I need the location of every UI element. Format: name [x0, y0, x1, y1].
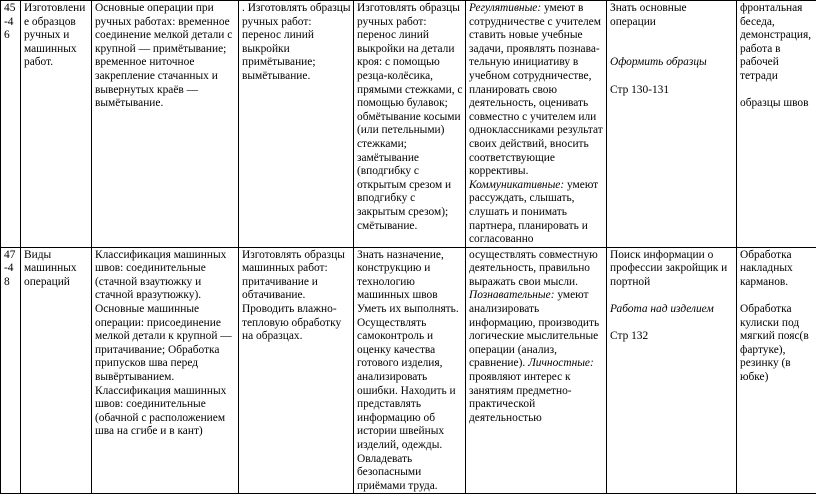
- practical-cell: [239, 1, 354, 248]
- activity-cell: [607, 247, 737, 494]
- communicative-label: Коммуникативные:: [469, 179, 564, 191]
- activity-line-2: Работа над изделием: [610, 303, 734, 317]
- subject-results-cell: [354, 1, 466, 248]
- subject-results: Знать назначение, конструкцию и технологию машинных швов Уметь их выполнять. Осуществлять самоконтроль и оценку качества готового изделия, анализировать ошибки. Находить и представлять информацию об истории швейных изделий, одежды. Овладевать безопасными приёмами труда.: [357, 249, 459, 492]
- table-row: [1, 247, 816, 494]
- lesson-number: 45-46: [4, 2, 15, 41]
- communicative-text: умеют рассуждать, слышать, слушать и понимать партнера, планировать и согласованно: [469, 179, 598, 245]
- lesson-topic: Виды машинных операций: [24, 249, 77, 288]
- lesson-topic: Изготовление образцов ручных и машинных работ.: [24, 2, 85, 68]
- activity-line-3: Стр 130-131: [610, 84, 734, 98]
- activity-cell: [607, 1, 737, 248]
- practical-work: Изготовлять образцы машинных работ: притачивание и обтачивание. Проводить влажно-тепловую обработку на образцах.: [242, 249, 345, 343]
- control-line-1: фронтальная беседа, демонстрация, работа в рабочей тетради: [740, 2, 814, 84]
- uud-cell: [466, 247, 607, 494]
- control-line-1: Обработка накладных карманов.: [740, 249, 814, 290]
- lesson-number-cell: [1, 247, 21, 494]
- control-line-2: Обработка кулиски под мягкий пояс(в фартуке), резинку (в юбке): [740, 303, 814, 385]
- lesson-number: 47-48: [4, 249, 15, 288]
- personal-text: проявляют интерес к занятиям предметно-практической деятельностью: [469, 371, 572, 424]
- subject-results: Изготовлять образцы ручных работ: перенос линий выкройки на детали кроя: с помощью резца-колёсика, прямыми стежками, с помощью булавок; обмётывание косыми (или петельными) стежками; замётывание (вподгибку с открытым срезом и вподгибку с закрытым срезом); смётывание.: [357, 2, 462, 232]
- regulatory-text: умеют в сотрудничестве с учителем ставить новые учебные задачи, проявлять познава-тельную инициативу в учебном сотрудничестве, планировать свою деятельность, оценивать совместно с учителем или одноклассниками результат своих действий, вносить соответствующие коррективы.: [469, 2, 603, 177]
- activity-line-2: Оформить образцы: [610, 56, 734, 70]
- content-cell: [92, 247, 239, 494]
- topic-cell: [21, 1, 92, 248]
- table-row: [1, 1, 816, 248]
- cognitive-label: Познавательные:: [469, 289, 555, 301]
- lesson-content: Основные операции при ручных работах: временное соединение мелкой детали с крупной — примётывание; временное ниточное закрепление стачанных и вывернутых краёв — вымётывание.: [95, 2, 232, 109]
- subject-results-cell: [354, 247, 466, 494]
- topic-cell: [21, 247, 92, 494]
- activity-line-1: Знать основные операции: [610, 2, 734, 29]
- lesson-content: Классификация машинных швов: соединительные (стачной взаутюжку и стачной вразутюжку). Основные машинные операции: присоединение мелкой детали к крупной — притачивание; Обработка припусков шва перед вывёртыванием. Классификация машинных швов: соединительные (обачной с расположением шва на сгибе и в кант): [95, 249, 232, 438]
- control-line-2: образцы швов: [740, 97, 814, 111]
- practical-work: . Изготовлять образцы ручных работ: перенос линий выкройки примётывание; вымётывание.: [242, 2, 351, 82]
- uud-cell: [466, 1, 607, 248]
- personal-label: Личностные:: [528, 357, 594, 369]
- practical-cell: [239, 247, 354, 494]
- activity-line-3: Стр 132: [610, 330, 734, 344]
- cognitive-text: умеют анализировать информацию, производить логические мыслительные операции (анализ, сравнение).: [469, 289, 599, 369]
- regulatory-label: Регулятивные:: [469, 2, 541, 14]
- lesson-number-cell: [1, 1, 21, 248]
- control-cell: [737, 1, 816, 248]
- activity-line-1: Поиск информации о профессии закройщик и портной: [610, 249, 734, 290]
- control-cell: [737, 247, 816, 494]
- uud-continued-text: осуществлять совместную деятельность, правильно выражать свои мысли.: [469, 249, 604, 290]
- content-cell: [92, 1, 239, 248]
